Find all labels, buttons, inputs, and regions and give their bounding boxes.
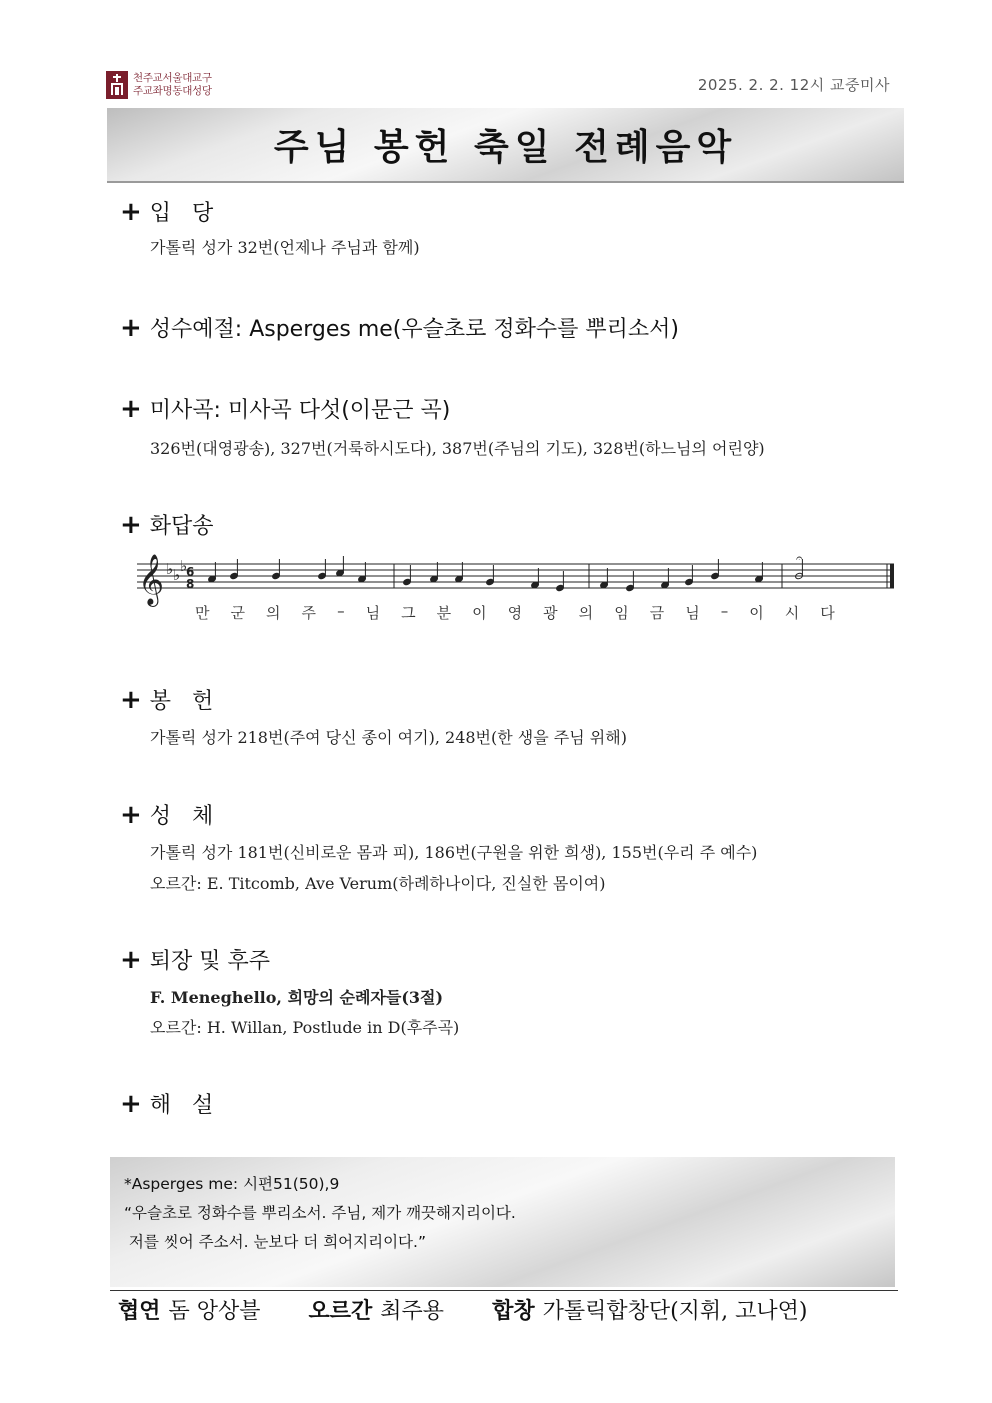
section-commentary-heading xyxy=(120,1088,213,1119)
lyric-syllable: 광 xyxy=(543,604,558,622)
lyric-syllable: 님 xyxy=(365,604,381,622)
organist-value: 최주용 xyxy=(380,1299,445,1324)
logo-line2: 주교좌명동대성당 xyxy=(133,85,212,97)
section-communion-heading xyxy=(120,799,213,830)
explanation-quote-2: 저를 씻어 주소서. 눈보다 더 희어지리이다.” xyxy=(124,1233,426,1251)
lyric-syllable: 그 xyxy=(401,604,416,622)
section-title: 화답송 xyxy=(149,514,214,539)
section-title: 성 체 xyxy=(149,804,214,829)
lyric-syllable: – xyxy=(337,602,345,620)
section-mass-heading xyxy=(120,393,450,424)
logo-text xyxy=(133,72,212,98)
title-banner xyxy=(107,108,904,183)
cross-icon: + xyxy=(120,509,142,540)
lyric-syllable: 다 xyxy=(820,604,835,622)
explanation-ref: *Asperges me: 시편51(50),9 xyxy=(124,1175,340,1193)
cross-icon: + xyxy=(120,312,142,343)
entrance-hymn: 가톨릭 성가 32번(언제나 주님과 함께) xyxy=(150,238,420,257)
lyric-syllable: – xyxy=(720,602,729,620)
cross-icon: + xyxy=(120,1088,142,1119)
mass-date: 2025. 2. 2. 12시 교중미사 xyxy=(697,76,890,94)
treble-clef-icon: 𝄞 xyxy=(138,554,165,605)
church-logo xyxy=(106,70,236,100)
lyric-syllable: 의 xyxy=(266,604,281,622)
communion-organ: 오르간: E. Titcomb, Ave Verum(하례하나이다, 진실한 몸이여) xyxy=(150,874,606,893)
lyric-syllable: 분 xyxy=(436,604,452,622)
accompaniment-value: 돔 앙상블 xyxy=(168,1299,261,1324)
page-title: 주님 봉헌 축일 전례음악 xyxy=(273,127,738,168)
lyric-syllable: 님 xyxy=(685,604,700,622)
postlude-organ: 오르간: H. Willan, Postlude in D(후주곡) xyxy=(150,1018,460,1037)
recessional-hymn: F. Meneghello, 희망의 순례자들(3절) xyxy=(150,988,444,1007)
section-entrance-heading xyxy=(120,196,213,227)
cross-icon: + xyxy=(120,393,142,424)
lyric-syllable: 만 xyxy=(195,604,210,622)
cathedral-icon xyxy=(106,71,128,99)
cross-icon: + xyxy=(120,799,142,830)
lyric-syllable: 의 xyxy=(578,604,594,622)
flat-icon: ♭ xyxy=(180,557,188,575)
lyric-syllable: 금 xyxy=(649,604,665,622)
flat-icon: ♭ xyxy=(166,560,174,578)
section-title: 봉 헌 xyxy=(149,689,214,714)
flat-icon: ♭ xyxy=(173,566,181,584)
lyric-syllable: 군 xyxy=(230,604,246,622)
explanation-quote-1: “우슬초로 정화수를 뿌리소서. 주님, 제가 깨끗해지리이다. xyxy=(124,1204,516,1222)
credits-footer xyxy=(118,1294,898,1325)
choir-value: 가톨릭합창단(지휘, 고나연) xyxy=(542,1299,808,1324)
logo-line1: 천주교서울대교구 xyxy=(133,72,212,84)
lyric-syllable: 시 xyxy=(784,604,800,622)
cross-icon: + xyxy=(120,684,142,715)
offertory-hymns: 가톨릭 성가 218번(주여 당신 종이 여기), 248번(한 생을 주님 위해) xyxy=(150,728,627,747)
lyric-syllable: 이 xyxy=(472,604,487,622)
lyric-syllable: 영 xyxy=(507,604,523,622)
footer-divider xyxy=(110,1290,898,1291)
section-title: 퇴장 및 후주 xyxy=(149,949,271,974)
time-signature-bottom: 8 xyxy=(186,577,195,591)
section-asperges-heading xyxy=(120,312,679,343)
psalm-lyrics xyxy=(195,602,835,623)
section-offertory-heading xyxy=(120,684,213,715)
lyric-syllable: 이 xyxy=(749,604,764,622)
section-title: 미사곡: 미사곡 다섯(이문근 곡) xyxy=(149,398,451,423)
cross-icon: + xyxy=(120,196,142,227)
lyric-syllable: 주 xyxy=(301,604,317,622)
cross-icon: + xyxy=(120,944,142,975)
choir-label: 합창 xyxy=(492,1299,535,1324)
time-signature-top: 6 xyxy=(186,565,195,579)
section-title: 해 설 xyxy=(149,1093,214,1118)
section-recessional-heading xyxy=(120,944,270,975)
mass-parts: 326번(대영광송), 327번(거룩하시도다), 387번(주님의 기도), 328번(하느님의 어린양) xyxy=(150,439,765,458)
section-title: 입 당 xyxy=(149,201,214,226)
organ-label: 오르간 xyxy=(308,1299,373,1324)
section-psalm-heading xyxy=(120,509,214,540)
communion-hymns: 가톨릭 성가 181번(신비로운 몸과 피), 186번(구원을 위한 희생), 155번(우리 주 예수) xyxy=(150,843,758,862)
accompaniment-label: 협연 xyxy=(118,1299,161,1324)
lyric-syllable: 임 xyxy=(614,604,629,622)
fermata-icon: 𝄐 xyxy=(796,552,803,565)
section-title: 성수예절: Asperges me(우슬초로 정화수를 뿌리소서) xyxy=(149,317,679,342)
